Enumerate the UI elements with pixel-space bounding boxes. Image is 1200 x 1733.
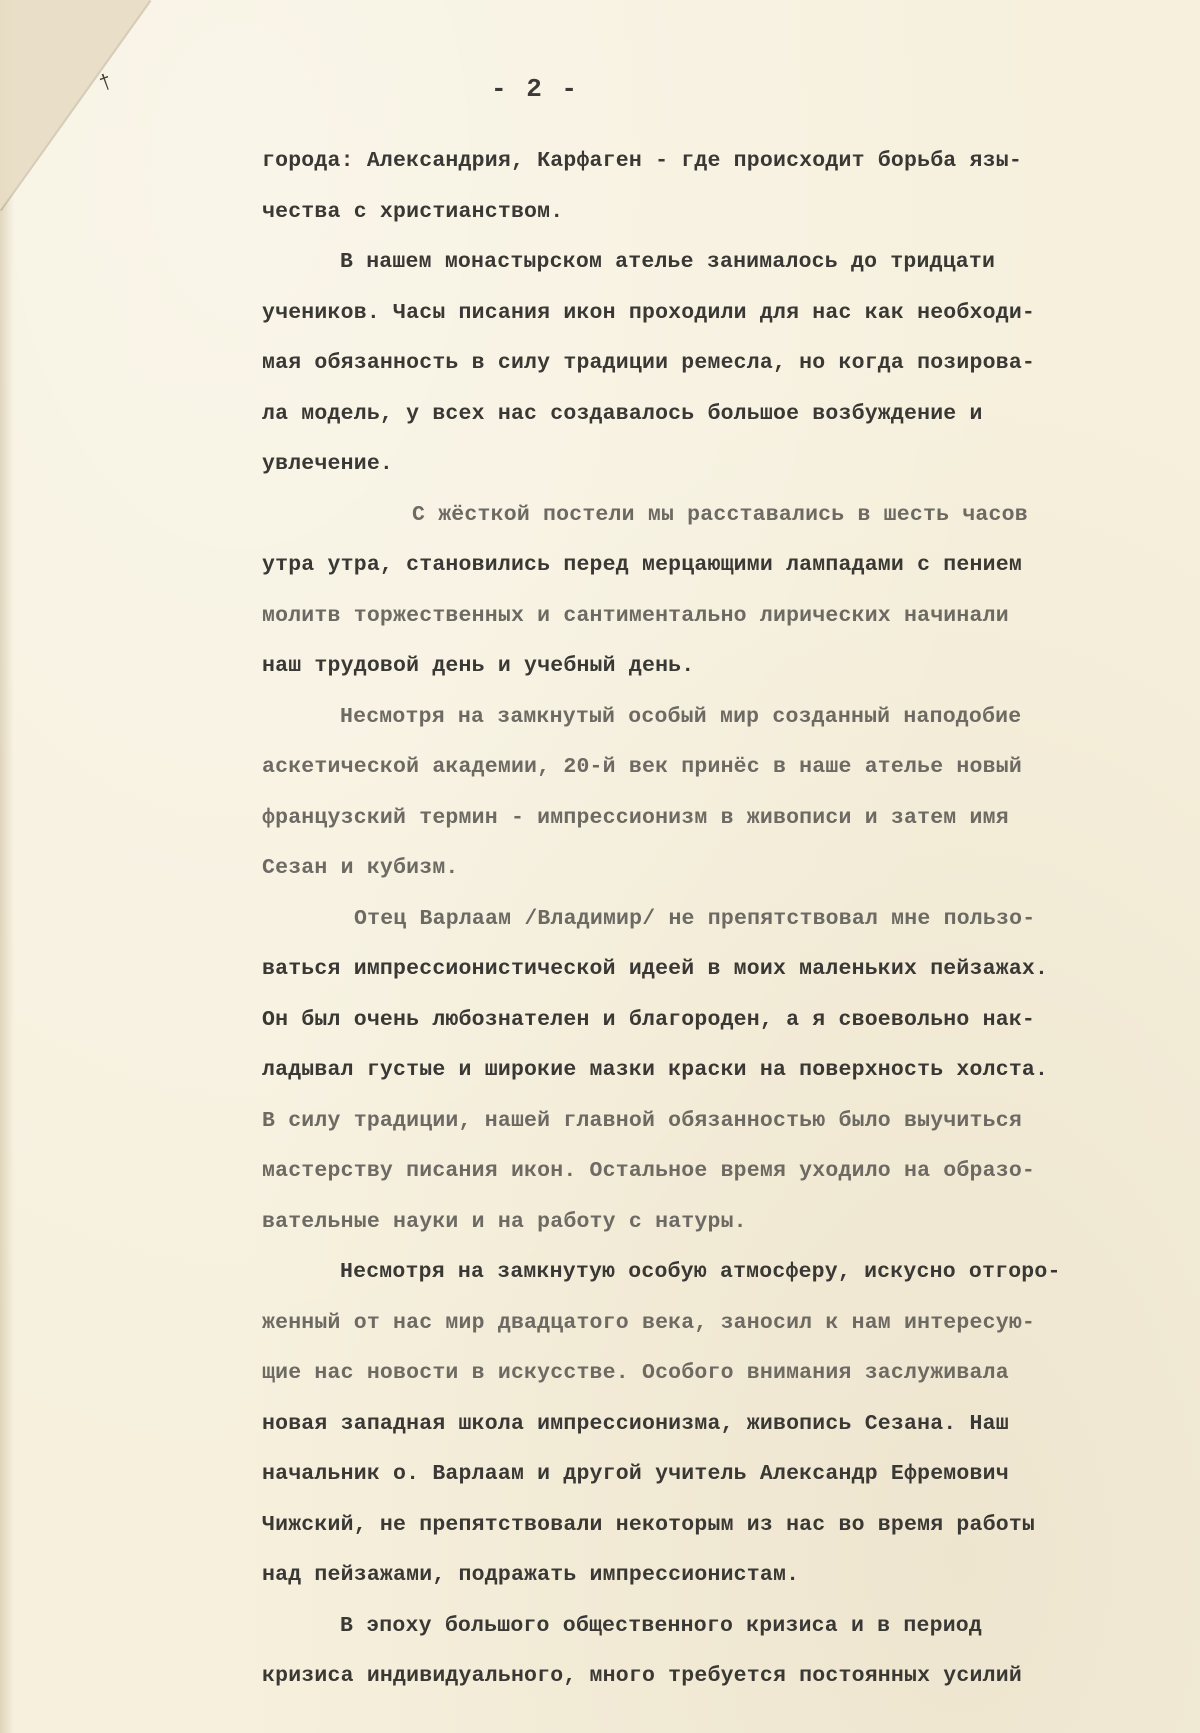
text-line: кризиса индивидуального, много требуется постоянных усилий: [262, 1664, 1022, 1688]
text-line: женный от нас мир двадцатого века, заносил к нам интересую-: [262, 1310, 1036, 1335]
text-line: утра утра, становились перед мерцающими лампадами с пением: [262, 553, 1022, 577]
typed-body-text: [262, 136, 1186, 1702]
text-line: города: Александрия, Карфаген - где происходит борьба язы-: [262, 149, 1022, 173]
text-line: мая обязанность в силу традиции ремесла, но когда позирова-: [262, 351, 1036, 375]
text-line: Несмотря на замкнутую особую атмосферу, искусно отгоро-: [340, 1260, 1061, 1284]
text-line: Отец Варлаам /Владимир/ не препятствовал мне пользо-: [354, 906, 1036, 931]
text-line: ла модель, у всех нас создавалось большое возбуждение и: [262, 401, 983, 426]
text-line: Он был очень любознателен и благороден, а я своевольно нак-: [262, 1007, 1036, 1032]
text-line: наш трудовой день и учебный день.: [262, 654, 695, 678]
text-line: новая западная школа импрессионизма, живопись Сезана. Наш: [262, 1411, 1009, 1436]
text-line: ладывал густые и широкие мазки краски на поверхность холста.: [262, 1058, 1049, 1082]
text-line: увлечение.: [262, 452, 394, 476]
text-line: Чижский, не препятствовали некоторым из нас во время работы: [262, 1512, 1036, 1537]
text-line: вательные науки и на работу с натуры.: [262, 1209, 747, 1234]
text-line: французский термин - импрессионизм в живописи и затем имя: [262, 805, 1009, 830]
text-line: чества с христианством.: [262, 199, 564, 224]
page-number: - 2 -: [490, 74, 579, 104]
pin-mark-icon: †: [96, 70, 116, 97]
text-line: В эпоху большого общественного кризиса и в период: [340, 1613, 983, 1638]
page-edge-shadow: [0, 0, 14, 1733]
text-line: учеников. Часы писания икон проходили для нас как необходи-: [262, 300, 1036, 325]
text-line: В силу традиции, нашей главной обязанностью было выучиться: [262, 1108, 1022, 1133]
text-line: мастерству писания икон. Остальное время уходило на образо-: [262, 1159, 1036, 1183]
text-line: С жёсткой постели мы расставались в шесть часов: [412, 502, 1028, 527]
text-line: аскетической академии, 20-й век принёс в наше ателье новый: [262, 755, 1022, 779]
text-line: Сезан и кубизм.: [262, 856, 459, 880]
text-line: молитв торжественных и сантиментально лирических начинали: [262, 603, 1009, 628]
text-line: В нашем монастырском ателье занималось до тридцати: [340, 250, 996, 274]
text-line: начальник о. Варлаам и другой учитель Александр Ефремович: [262, 1462, 1009, 1486]
text-line: щие нас новости в искусстве. Особого внимания заслуживала: [262, 1361, 1009, 1385]
text-line: Несмотря на замкнутый особый мир созданный наподобие: [340, 704, 1022, 729]
text-line: ваться импрессионистической идеей в моих маленьких пейзажах.: [262, 957, 1049, 981]
text-line: над пейзажами, подражать импрессионистам.: [262, 1563, 800, 1587]
